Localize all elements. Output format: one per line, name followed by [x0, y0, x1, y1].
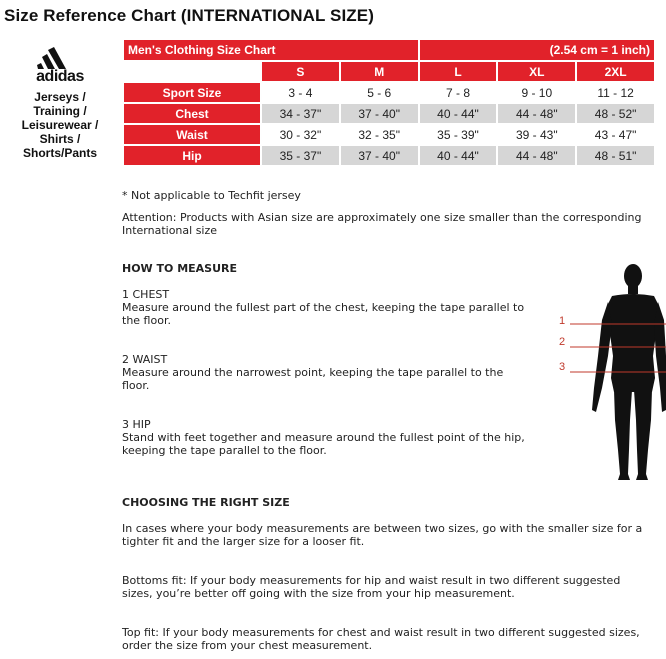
size-chart-table: [122, 38, 656, 167]
chest-marker: 1: [559, 315, 566, 327]
table-cell: 35 - 37": [262, 146, 339, 165]
unit-note: (2.54 cm = 1 inch): [420, 40, 654, 60]
attention-note: [122, 211, 641, 237]
how-to-measure-heading: HOW TO MEASURE: [122, 262, 238, 275]
size-header-s: S: [262, 62, 339, 81]
category-item: Shirts /: [39, 132, 81, 146]
empty-corner-cell: [124, 62, 260, 81]
paragraph-line: sizes, you’re better off going with the size from your hip measurement.: [122, 587, 515, 600]
row-label-waist: Waist: [124, 125, 260, 144]
body-silhouette-icon: [556, 260, 666, 482]
row-label-hip: Hip: [124, 146, 260, 165]
waist-instructions: [122, 353, 503, 392]
waist-text-line: floor.: [122, 379, 150, 392]
table-cell: 40 - 44": [420, 104, 497, 123]
bottoms-fit-paragraph: [122, 574, 620, 600]
table-cell: 39 - 43": [498, 125, 575, 144]
table-cell: 44 - 48": [498, 104, 575, 123]
page-title: Size Reference Chart (INTERNATIONAL SIZE): [4, 6, 374, 25]
table-cell: 11 - 12: [577, 83, 654, 102]
table-row: [124, 104, 654, 123]
size-header-2xl: 2XL: [577, 62, 654, 81]
chest-instructions: [122, 288, 524, 327]
paragraph-line: Top fit: If your body measurements for chest and waist result in two different suggested sizes,: [122, 626, 640, 639]
table-header-row: [124, 62, 654, 81]
table-row: [124, 125, 654, 144]
table-cell: 48 - 52": [577, 104, 654, 123]
chest-title: 1 CHEST: [122, 288, 170, 301]
size-header-m: M: [341, 62, 418, 81]
brand-name: adidas: [36, 68, 84, 85]
table-cell: 30 - 32": [262, 125, 339, 144]
table-row: [124, 83, 654, 102]
hip-instructions: [122, 418, 525, 457]
attention-line: International size: [122, 224, 218, 237]
hip-text-line: Stand with feet together and measure around the fullest point of the hip,: [122, 431, 525, 444]
waist-title: 2 WAIST: [122, 353, 168, 366]
hip-marker: 3: [559, 361, 566, 373]
category-item: Training /: [33, 104, 87, 118]
paragraph-line: order the size from your chest measurement.: [122, 639, 373, 652]
table-cell: 5 - 6: [341, 83, 418, 102]
row-label-sport-size: Sport Size: [124, 83, 260, 102]
table-cell: 3 - 4: [262, 83, 339, 102]
brand-block: [4, 44, 116, 160]
table-title-row: [124, 40, 654, 60]
top-fit-paragraph: [122, 626, 640, 652]
table-cell: 7 - 8: [420, 83, 497, 102]
size-header-xl: XL: [498, 62, 575, 81]
category-item: Leisurewear /: [21, 118, 99, 132]
body-measurement-figure: [556, 260, 666, 487]
table-cell: 37 - 40": [341, 104, 418, 123]
category-list: [4, 90, 116, 160]
table-cell: 9 - 10: [498, 83, 575, 102]
techfit-note: * Not applicable to Techfit jersey: [122, 189, 301, 202]
category-item: Shorts/Pants: [22, 146, 97, 160]
table-cell: 48 - 51": [577, 146, 654, 165]
table-cell: 43 - 47": [577, 125, 654, 144]
row-label-chest: Chest: [124, 104, 260, 123]
table-cell: 37 - 40": [341, 146, 418, 165]
choosing-paragraph: [122, 522, 642, 548]
paragraph-line: In cases where your body measurements are between two sizes, go with the smaller size for a: [122, 522, 643, 535]
size-header-l: L: [420, 62, 497, 81]
attention-line: Attention: Products with Asian size are approximately one size smaller than the corresponding: [122, 211, 642, 224]
paragraph-line: tighter fit and the larger size for a looser fit.: [122, 535, 365, 548]
table-cell: 44 - 48": [498, 146, 575, 165]
category-item: Jerseys /: [34, 90, 86, 104]
choosing-size-heading: CHOOSING THE RIGHT SIZE: [122, 496, 290, 509]
table-row: [124, 146, 654, 165]
adidas-logo-icon: [35, 44, 85, 70]
waist-marker: 2: [559, 336, 566, 348]
table-cell: 32 - 35": [341, 125, 418, 144]
paragraph-line: Bottoms fit: If your body measurements for hip and waist result in two different suggested: [122, 574, 621, 587]
hip-title: 3 HIP: [122, 418, 151, 431]
hip-text-line: keeping the tape parallel to the floor.: [122, 444, 327, 457]
table-title: Men's Clothing Size Chart: [124, 40, 418, 60]
chest-text-line: Measure around the fullest part of the chest, keeping the tape parallel to: [122, 301, 525, 314]
table-cell: 40 - 44": [420, 146, 497, 165]
waist-text-line: Measure around the narrowest point, keeping the tape parallel to the: [122, 366, 504, 379]
table-cell: 34 - 37": [262, 104, 339, 123]
table-cell: 35 - 39": [420, 125, 497, 144]
chest-text-line: the floor.: [122, 314, 171, 327]
